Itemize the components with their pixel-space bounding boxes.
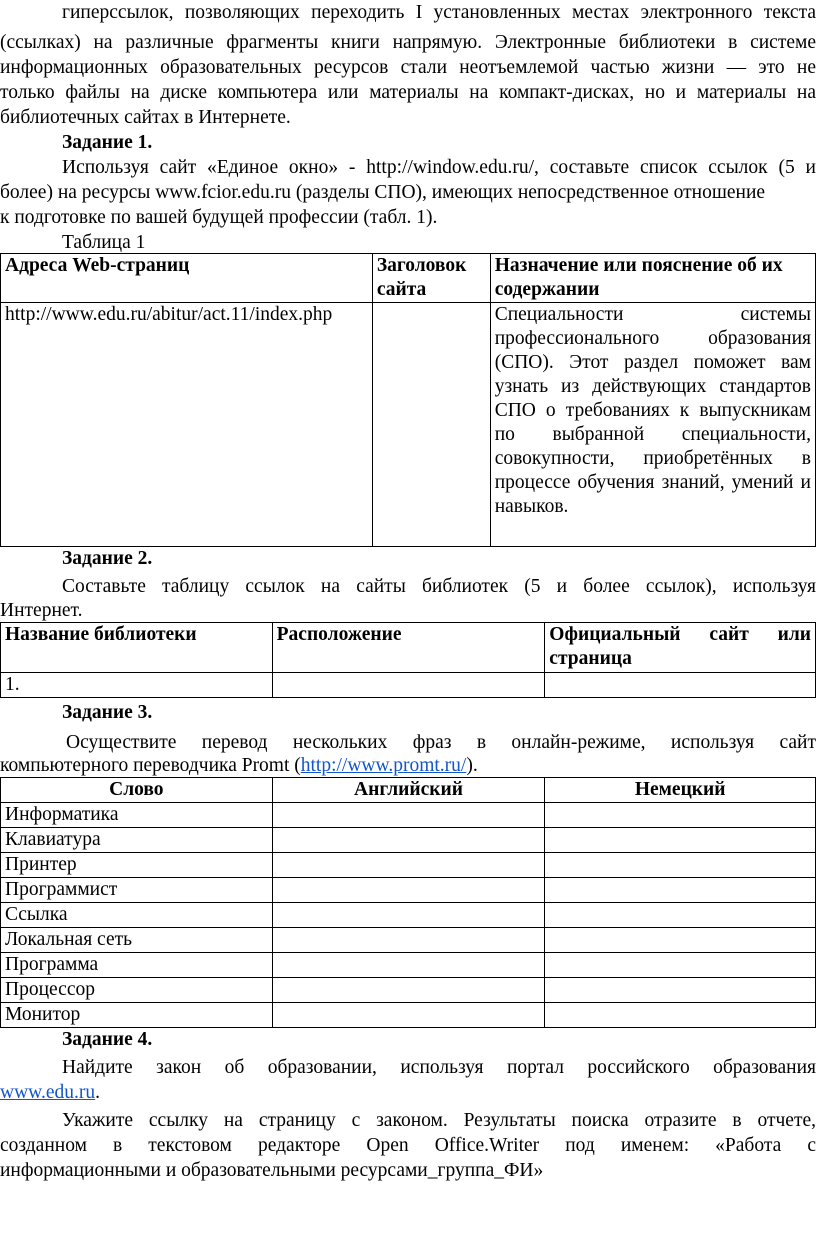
table3-cell-word: Ссылка — [1, 903, 273, 928]
intro-line-3: информационных образовательных ресурсов стали неотъемлемой частью жизни — это не — [0, 57, 816, 78]
intro-line-4: только файлы на диске компьютера или материалы на компакт-дисках, но и материалы на — [0, 82, 816, 103]
intro-line-5: библиотечных сайтах в Интернете. — [0, 107, 291, 128]
table3-cell-german — [545, 953, 816, 978]
table3-header-english: Английский — [272, 778, 545, 803]
table3-cell-german — [545, 803, 816, 828]
table-row — [1, 928, 816, 953]
table1-caption: Таблица 1 — [62, 232, 146, 253]
table3-cell-word: Монитор — [1, 1003, 273, 1028]
table-row — [1, 853, 816, 878]
table-3 — [0, 777, 816, 1028]
table3-cell-word: Процессор — [1, 978, 273, 1003]
table1-cell-title — [372, 303, 490, 547]
table-row — [1, 978, 816, 1003]
table-row — [1, 903, 816, 928]
table3-cell-english — [272, 803, 545, 828]
table3-cell-german — [545, 1003, 816, 1028]
table3-cell-word: Программа — [1, 953, 273, 978]
task4-p2-line-1: Укажите ссылку на страницу с законом. Результаты поиска отразите в отчете, — [62, 1110, 816, 1131]
promt-link[interactable]: http://www.promt.ru/ — [300, 755, 467, 776]
task2-heading: Задание 2. — [62, 548, 153, 569]
edu-link[interactable]: www.edu.ru — [0, 1082, 96, 1103]
task4-p2-line-3: информационными и образовательными ресурсами_группа_ФИ» — [0, 1160, 544, 1181]
intro-line-2: (ссылках) на различные фрагменты книги напрямую. Электронные библиотеки в системе — [0, 32, 816, 53]
task1-line-2: более) на ресурсы www.fcior.edu.ru (разделы СПО), имеющих непосредственное отношение — [0, 182, 766, 203]
table3-cell-english — [272, 928, 545, 953]
task2-line-2: Интернет. — [0, 600, 83, 621]
table3-cell-word: Принтер — [1, 853, 273, 878]
table3-header-german: Немецкий — [545, 778, 816, 803]
table3-cell-english — [272, 878, 545, 903]
task4-line-2: www.edu.ru. — [0, 1082, 101, 1103]
table-row — [1, 828, 816, 853]
table3-cell-german — [545, 853, 816, 878]
table1-header-row — [1, 254, 816, 303]
table-row — [1, 803, 816, 828]
table1-cell-url: http://www.edu.ru/abitur/act.11/index.php — [1, 303, 373, 547]
table3-header-word: Слово — [1, 778, 273, 803]
task1-heading: Задание 1. — [62, 132, 153, 153]
table-row — [1, 1003, 816, 1028]
task4-heading: Задание 4. — [62, 1029, 153, 1050]
table3-cell-word: Локальная сеть — [1, 928, 273, 953]
table3-cell-german — [545, 903, 816, 928]
task1-line-3: к подготовке по вашей будущей профессии (табл. 1). — [0, 207, 438, 228]
table3-cell-word: Клавиатура — [1, 828, 273, 853]
table1-header-purpose: Назначение или пояснение об их содержании — [490, 254, 815, 303]
table3-cell-english — [272, 853, 545, 878]
table2-header-name: Название библиотеки — [1, 623, 273, 673]
task4-p2-line-2: созданном в текстовом редакторе Open Office.Writer под именем: «Работа с — [0, 1135, 816, 1156]
task1-line-1: Используя сайт «Единое окно» - http://window.edu.ru/, составьте список ссылок (5 и — [62, 157, 816, 178]
table3-cell-english — [272, 978, 545, 1003]
table-row — [1, 878, 816, 903]
table1-cell-description: Специальности системы профессионального образования (СПО). Этот раздел поможет вам узнать из действующих стандартов СПО о требованиях к выпускникам по выбранной специальности, совокупности, приобретённых в процессе обучения знаний, умений и навыков. — [490, 303, 815, 547]
table1-header-title: Заголовок сайта — [372, 254, 490, 303]
table2-header-location: Расположение — [272, 623, 545, 673]
intro-line-1: гиперссылок, позволяющих переходить I установленных местах электронного текста — [62, 2, 816, 23]
table3-cell-word: Программист — [1, 878, 273, 903]
table3-cell-german — [545, 828, 816, 853]
table2-cell-empty — [545, 673, 816, 698]
task3-line-2: компьютерного переводчика Promt (http://www.promt.ru/). — [0, 755, 478, 776]
table3-header-row — [1, 778, 816, 803]
table-row — [1, 673, 816, 698]
table-2 — [0, 622, 816, 698]
table2-header-row — [1, 623, 816, 673]
task3-heading: Задание 3. — [62, 702, 153, 723]
table2-cell-number: 1. — [1, 673, 273, 698]
table3-cell-german — [545, 978, 816, 1003]
table-row — [1, 303, 816, 547]
table3-cell-german — [545, 928, 816, 953]
task2-line-1: Составьте таблицу ссылок на сайты библиотек (5 и более ссылок), используя — [62, 576, 816, 597]
table3-cell-english — [272, 953, 545, 978]
table-1 — [0, 253, 816, 547]
table2-header-site: Официальный сайт или страница — [545, 623, 816, 673]
table3-cell-english — [272, 1003, 545, 1028]
table3-cell-english — [272, 828, 545, 853]
table-row — [1, 953, 816, 978]
table2-cell-empty — [272, 673, 545, 698]
table3-cell-english — [272, 903, 545, 928]
task3-line-1: Осуществите перевод нескольких фраз в онлайн-режиме, используя сайт — [66, 732, 816, 753]
task4-line-1: Найдите закон об образовании, используя портал российского образования — [62, 1057, 816, 1078]
table3-cell-german — [545, 878, 816, 903]
table1-header-address: Адреса Web-страниц — [1, 254, 373, 303]
table3-cell-word: Информатика — [1, 803, 273, 828]
